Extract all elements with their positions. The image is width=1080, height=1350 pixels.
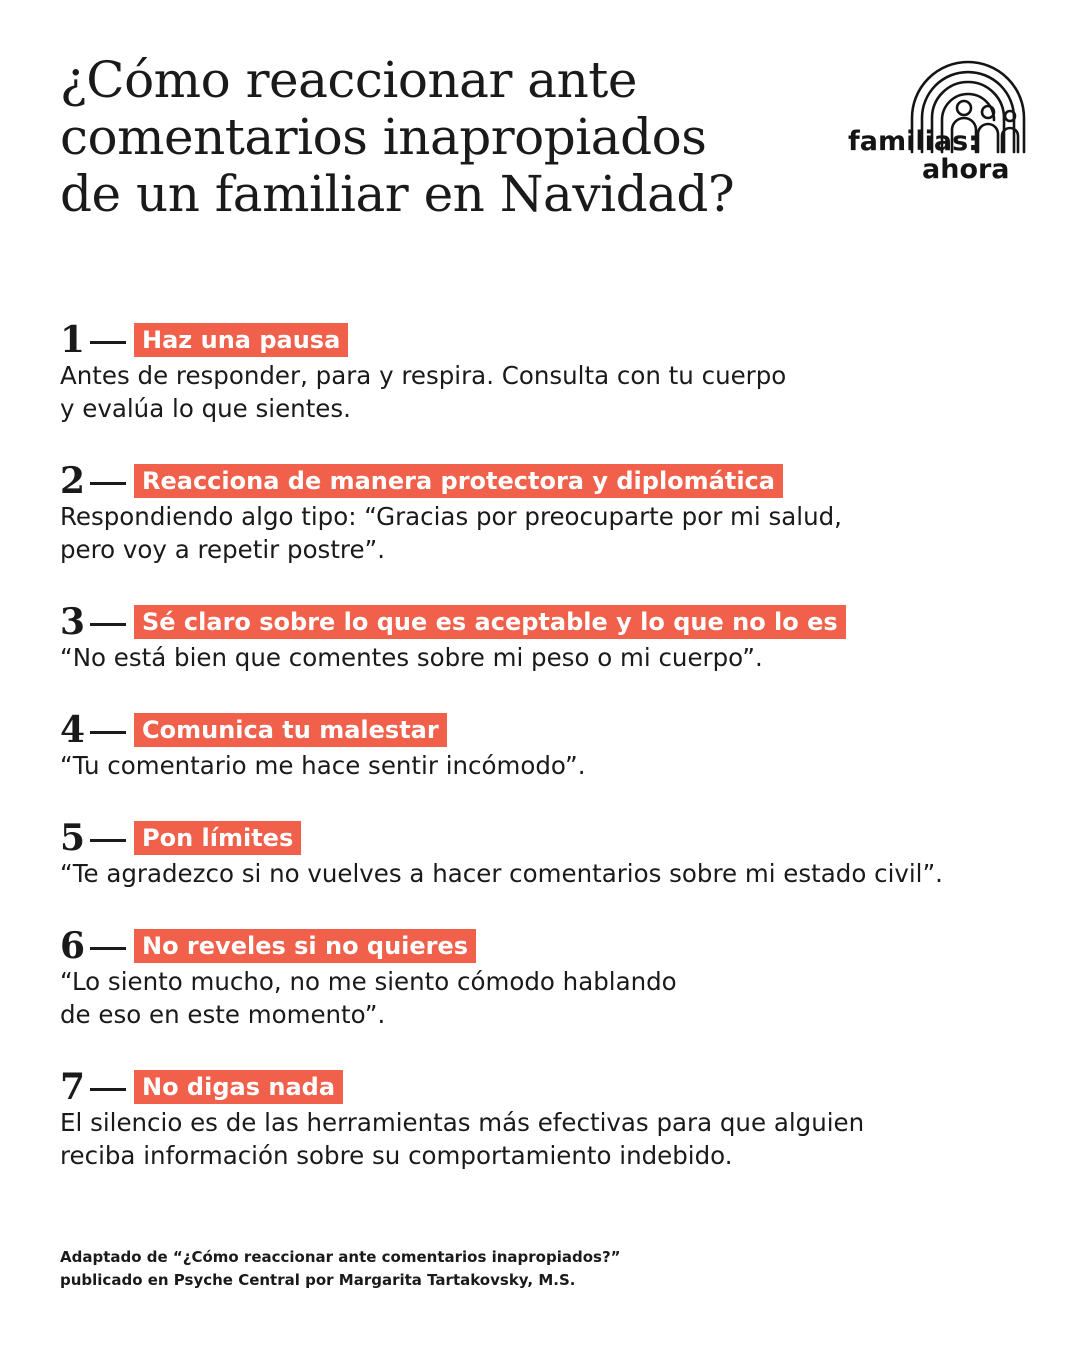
- dash-divider: [90, 482, 126, 485]
- title-line: comentarios inapropiados: [60, 108, 707, 166]
- dash-divider: [90, 947, 126, 950]
- title-line: ¿Cómo reaccionar ante: [60, 51, 637, 109]
- tip-body-line: “No está bien que comentes sobre mi peso o mi cuerpo”.: [60, 643, 763, 672]
- dash-divider: [90, 623, 126, 626]
- tip-body-line: y evalúa lo que sientes.: [60, 394, 351, 423]
- tip-number: 5: [60, 817, 86, 859]
- tip-number: 3: [60, 601, 86, 643]
- tip-heading: [60, 601, 1040, 643]
- tip-body-line: Antes de responder, para y respira. Consulta con tu cuerpo: [60, 361, 787, 390]
- tip-body: [60, 1106, 1040, 1172]
- tip-label: Reacciona de manera protectora y diplomática: [134, 464, 783, 498]
- tip-body-line: El silencio es de las herramientas más efectivas para que alguien: [60, 1108, 865, 1137]
- title-line: de un familiar en Navidad?: [60, 165, 735, 223]
- tip-body-line: Respondiendo algo tipo: “Gracias por preocuparte por mi salud,: [60, 502, 842, 531]
- logo-word-ahora: ahora: [922, 154, 1010, 185]
- tip-item: [60, 460, 1040, 566]
- tip-heading: [60, 817, 1040, 859]
- dash-divider: [90, 731, 126, 734]
- logo-word-familias: familias:: [848, 126, 979, 157]
- tip-heading: [60, 319, 1040, 361]
- tip-body-line: reciba información sobre su comportamiento indebido.: [60, 1141, 733, 1170]
- tip-item: [60, 1066, 1040, 1172]
- tip-label: No reveles si no quieres: [134, 929, 476, 963]
- tip-label: Comunica tu malestar: [134, 713, 447, 747]
- tip-body: [60, 500, 1040, 566]
- tip-heading: [60, 925, 1040, 967]
- tip-body-line: de eso en este momento”.: [60, 1000, 386, 1029]
- tip-item: [60, 601, 1040, 674]
- brand-logo: [848, 56, 1028, 186]
- tip-number: 7: [60, 1066, 86, 1108]
- tip-body: [60, 965, 1040, 1031]
- tip-body-line: “Te agradezco si no vuelves a hacer comentarios sobre mi estado civil”.: [60, 859, 943, 888]
- tip-body: [60, 857, 1040, 890]
- tip-number: 4: [60, 709, 86, 751]
- tip-item: [60, 817, 1040, 890]
- tip-body-line: “Tu comentario me hace sentir incómodo”.: [60, 751, 586, 780]
- tip-heading: [60, 460, 1040, 502]
- tip-label: Pon límites: [134, 821, 301, 855]
- tip-label: No digas nada: [134, 1070, 343, 1104]
- page-title: [60, 52, 860, 223]
- tip-item: [60, 319, 1040, 425]
- tip-body: [60, 641, 1040, 674]
- dash-divider: [90, 1088, 126, 1091]
- source-credit-line: publicado en Psyche Central por Margarita Tartakovsky, M.S.: [60, 1271, 576, 1289]
- tip-item: [60, 925, 1040, 1031]
- tip-heading: [60, 1066, 1040, 1108]
- tip-body-line: “Lo siento mucho, no me siento cómodo hablando: [60, 967, 677, 996]
- source-credit: [60, 1246, 621, 1292]
- tip-item: [60, 709, 1040, 782]
- tip-number: 1: [60, 319, 86, 361]
- tip-body: [60, 749, 1040, 782]
- tip-body-line: pero voy a repetir postre”.: [60, 535, 386, 564]
- source-credit-line: Adaptado de “¿Cómo reaccionar ante comentarios inapropiados?”: [60, 1248, 621, 1266]
- tip-body: [60, 359, 1040, 425]
- tip-label: Sé claro sobre lo que es aceptable y lo que no lo es: [134, 605, 846, 639]
- dash-divider: [90, 341, 126, 344]
- dash-divider: [90, 839, 126, 842]
- tip-number: 6: [60, 925, 86, 967]
- tip-heading: [60, 709, 1040, 751]
- tip-number: 2: [60, 460, 86, 502]
- tip-label: Haz una pausa: [134, 323, 348, 357]
- tips-list: [60, 319, 1040, 1210]
